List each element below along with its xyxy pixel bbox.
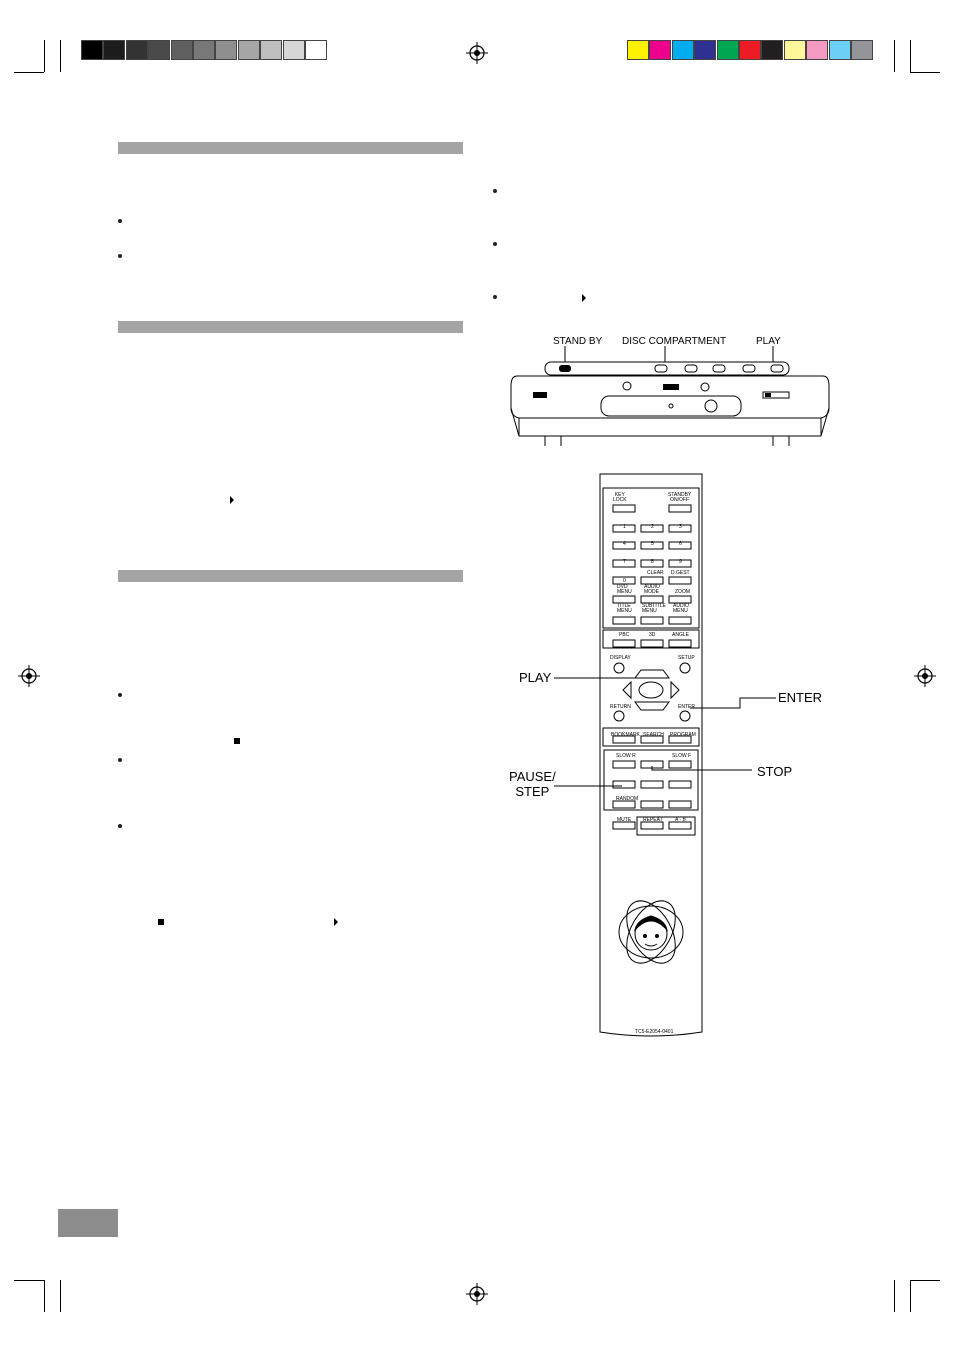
digest-button[interactable]: D.GEST	[671, 570, 690, 576]
bullet	[118, 219, 122, 223]
section-header-bar	[118, 142, 463, 154]
gray-swatch	[215, 40, 237, 60]
dvd-player-illustration	[505, 346, 835, 452]
slow-f-button[interactable]: SLOW F	[672, 753, 692, 759]
repeat-button[interactable]: REPEAT	[643, 817, 663, 823]
color-swatch	[784, 40, 806, 60]
color-swatch	[649, 40, 671, 60]
digit-button-6[interactable]: 6	[679, 541, 682, 547]
stop-square-icon	[234, 738, 240, 744]
zoom-button[interactable]: ZOOM	[675, 589, 690, 595]
stand-by-label: STAND BY	[553, 336, 603, 347]
page-number-tab	[58, 1209, 118, 1237]
bullet	[118, 693, 122, 697]
play-arrow-icon	[582, 294, 586, 302]
disc-compartment-label: DISC COMPARTMENT	[622, 336, 727, 347]
color-swatch	[717, 40, 739, 60]
digit-button-1[interactable]: 1	[623, 524, 626, 530]
gray-swatch	[103, 40, 125, 60]
color-swatch	[806, 40, 828, 60]
color-swatch	[851, 40, 873, 60]
pbc-button[interactable]: PBC	[619, 632, 630, 638]
bullet	[118, 254, 122, 258]
pause-step-callout: PAUSE/ STEP	[509, 769, 556, 799]
gray-swatch	[305, 40, 327, 60]
bullet	[493, 189, 497, 193]
a-b-button[interactable]: A - B	[675, 817, 686, 823]
color-swatch	[739, 40, 761, 60]
bullet	[118, 824, 122, 828]
model-number: TC5-E2054-0401	[635, 1029, 674, 1035]
3d-button[interactable]: 3D	[649, 632, 656, 638]
digit-button-8[interactable]: 8	[651, 559, 654, 565]
color-swatch	[761, 40, 783, 60]
color-swatch	[627, 40, 649, 60]
audio-menu-button[interactable]: AUDIO MENU	[673, 603, 689, 614]
color-swatch	[672, 40, 694, 60]
color-swatch	[694, 40, 716, 60]
enter-callout: ENTER	[778, 690, 823, 705]
slow-r-button[interactable]: SLOW R	[616, 753, 636, 759]
callout-lines	[540, 670, 780, 800]
section-header-bar	[118, 321, 463, 333]
bullet	[493, 295, 497, 299]
play-arrow-icon	[230, 496, 234, 504]
registration-mark-icon	[18, 665, 40, 687]
mute-button[interactable]: MUTE	[617, 817, 632, 823]
gray-swatch	[283, 40, 305, 60]
stop-square-icon	[158, 919, 164, 925]
digit-button-9[interactable]: 9	[679, 559, 682, 565]
digit-button-3[interactable]: 3	[679, 524, 682, 530]
return-button[interactable]: RETURN	[610, 704, 631, 710]
angle-button[interactable]: ANGLE	[672, 632, 689, 638]
section-header-bar	[118, 570, 463, 582]
registration-mark-icon	[914, 665, 936, 687]
search-button[interactable]: SEARCH	[643, 732, 664, 738]
color-swatch	[829, 40, 851, 60]
digit-button-0[interactable]: 0	[623, 578, 626, 584]
display-button[interactable]: DISPLAY	[610, 655, 631, 661]
play-label: PLAY	[756, 336, 781, 347]
gray-swatch	[193, 40, 215, 60]
setup-button[interactable]: SETUP	[678, 655, 695, 661]
stop-callout: STOP	[757, 764, 793, 779]
digit-button-5[interactable]: 5	[651, 541, 654, 547]
play-arrow-icon	[334, 918, 338, 926]
registration-mark-icon	[466, 42, 488, 64]
random-button[interactable]: RANDOM	[616, 796, 639, 802]
gray-swatch	[260, 40, 282, 60]
clear-button[interactable]: CLEAR	[647, 570, 664, 576]
digit-button-2[interactable]: 2	[651, 524, 654, 530]
play-callout: PLAY	[519, 670, 552, 685]
digit-button-7[interactable]: 7	[623, 559, 626, 565]
program-button[interactable]: PROGRAM	[670, 732, 696, 738]
bullet	[493, 242, 497, 246]
audio-mode-button[interactable]: AUDIO MODE	[644, 584, 660, 595]
title-menu-button[interactable]: TITLE MENU	[617, 603, 632, 614]
gray-swatch	[81, 40, 103, 60]
bookmark-button[interactable]: BOOKMARK	[611, 732, 640, 738]
enter-button[interactable]: ENTER	[678, 704, 695, 710]
gray-swatch	[148, 40, 170, 60]
gray-swatch	[126, 40, 148, 60]
registration-mark-icon	[466, 1283, 488, 1305]
standby-button[interactable]: STANDBY ON/OFF	[668, 492, 692, 503]
bullet	[118, 758, 122, 762]
digit-button-4[interactable]: 4	[623, 541, 626, 547]
gray-swatch	[171, 40, 193, 60]
gray-swatch	[238, 40, 260, 60]
key-lock-button[interactable]: KEY LOCK	[613, 492, 627, 503]
dvd-menu-button[interactable]: DVD MENU	[617, 584, 632, 595]
subtitle-menu-button[interactable]: SUBTITLE MENU	[642, 603, 666, 614]
